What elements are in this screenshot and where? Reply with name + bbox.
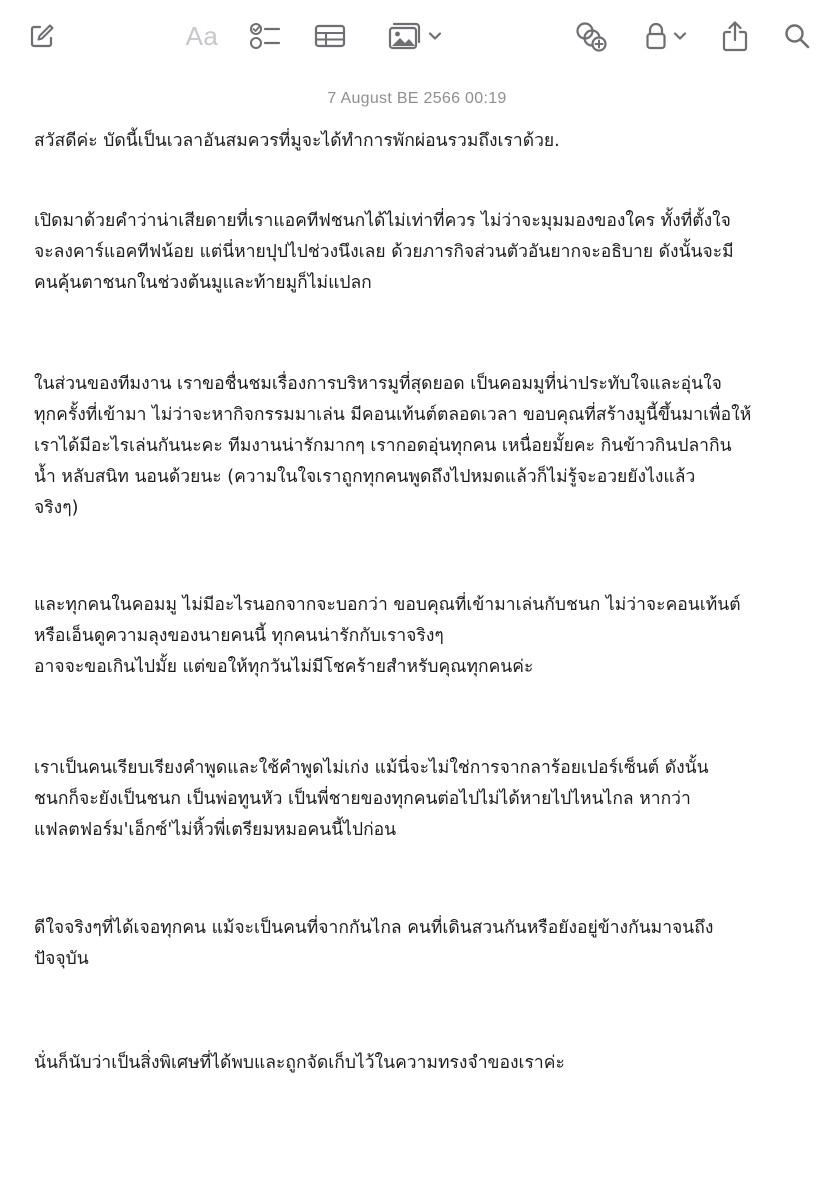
chevron-down-icon	[428, 31, 442, 41]
paragraph-1	[34, 126, 814, 157]
paragraph-3	[34, 369, 814, 524]
paragraph-6	[34, 913, 814, 975]
format-button[interactable]	[182, 14, 222, 58]
text-line: นั่นก็นับว่าเป็นสิ่งพิเศษที่ได้พบและถูกจัดเก็บไว้ในความทรงจำของเราค่ะ	[34, 1053, 565, 1073]
share-button[interactable]	[720, 14, 750, 58]
lock-button[interactable]	[641, 14, 691, 58]
collaborate-button[interactable]	[573, 14, 609, 58]
text-line: หรือเอ็นดูความลุงของนายคนนี้ ทุกคนน่ารักกับเราจริงๆ	[34, 626, 444, 646]
text-line: สวัสดีค่ะ บัดนี้เป็นเวลาอันสมควรที่มูจะได้ทำการพักผ่อนรวมถึงเราด้วย.	[34, 131, 560, 151]
text-line: แฟลตฟอร์ม'เอ็กซ์'ไม่หิ้วพี่เตรียมหมอคนนี้ไปก่อน	[34, 820, 397, 840]
text-line: เราเป็นคนเรียบเรียงคำพูดและใช้คำพูดไม่เก่ง แม้นี่จะไม่ใช่การจากลาร้อยเปอร์เซ็นต์ ดังนั้น	[34, 758, 709, 778]
format-text-label: Aa	[185, 20, 219, 51]
text-line: เปิดมาด้วยคำว่าน่าเสียดายที่เราแอคทีฟชนกได้ไม่เท่าที่ควร ไม่ว่าจะมุมมองของใคร ทั้งที่ตั้งใจ	[34, 211, 731, 231]
text-line: ดีใจจริงๆที่ได้เจอทุกคน แม้จะเป็นคนที่จากกันไกล คนที่เดินสวนกันหรือยังอยู่ข้างกันมาจนถึง	[34, 918, 714, 938]
paragraph-4	[34, 590, 814, 683]
text-line: ทุกครั้งที่เข้ามา ไม่ว่าจะหากิจกรรมมาเล่น มีคอนเท้นต์ตลอดเวลา ขอบคุณที่สร้างมูนี้ขึ้นมาเพื่อให้	[34, 405, 752, 425]
lock-icon	[645, 21, 667, 51]
media-button[interactable]	[383, 14, 447, 58]
search-icon	[783, 22, 811, 50]
text-line: ชนกก็จะยังเป็นชนก เป็นพ่อทูนหัว เป็นพี่ชายของทุกคนต่อไปไม่ได้หายไปไหนไกล หากว่า	[34, 789, 691, 809]
note-date: 7 August BE 2566 00:19	[327, 90, 507, 107]
text-line: ในส่วนของทีมงาน เราขอชื่นชมเรื่องการบริหารมูที่สุดยอด เป็นคอมมูที่น่าประทับใจและอุ่นใจ	[34, 374, 722, 394]
text-line: จะลงคาร์แอคทีฟน้อย แต่นี่หายปุปไปช่วงนึงเลย ด้วยภารกิจส่วนตัวอันยากจะอธิบาย ดังนั้นจะมี	[34, 242, 734, 262]
share-icon	[721, 20, 749, 52]
text-line: คนคุ้นตาชนกในช่วงต้นมูและท้ายมูก็ไม่แปลก	[34, 273, 372, 293]
toolbar	[0, 0, 834, 72]
text-line: ปัจจุบัน	[34, 949, 89, 969]
compose-button[interactable]	[26, 14, 58, 58]
text-line: เราได้มีอะไรเล่นกันนะคะ ทีมงานน่ารักมากๆ เรากอดอุ่นทุกคน เหนื่อยมั้ยคะ กินข้าวกินปลากิน	[34, 436, 732, 456]
table-button[interactable]	[313, 14, 347, 58]
photo-icon	[388, 21, 422, 51]
text-line: และทุกคนในคอมมู ไม่มีอะไรนอกจากจะบอกว่า ขอบคุณที่เข้ามาเล่นกับชนก ไม่ว่าจะคอนเท้นต์	[34, 595, 741, 615]
text-line: จริงๆ)	[34, 498, 79, 518]
paragraph-5	[34, 753, 814, 846]
compose-icon	[28, 22, 56, 50]
checklist-icon	[249, 22, 281, 50]
table-icon	[314, 23, 346, 49]
paragraph-2	[34, 206, 814, 299]
paragraph-7	[34, 1048, 814, 1079]
text-line: น้ำ หลับสนิท นอนด้วยนะ (ความในใจเราถูกทุกคนพูดถึงไปหมดแล้วก็ไม่รู้จะอวยยังไงแล้ว	[34, 467, 696, 487]
search-button[interactable]	[782, 14, 812, 58]
checklist-button[interactable]	[248, 14, 282, 58]
collaborate-icon	[574, 20, 608, 52]
text-line: อาจจะขอเกินไปมั้ย แต่ขอให้ทุกวันไม่มีโชคร้ายสำหรับคุณทุกคนค่ะ	[34, 657, 534, 677]
chevron-down-icon	[673, 31, 687, 41]
